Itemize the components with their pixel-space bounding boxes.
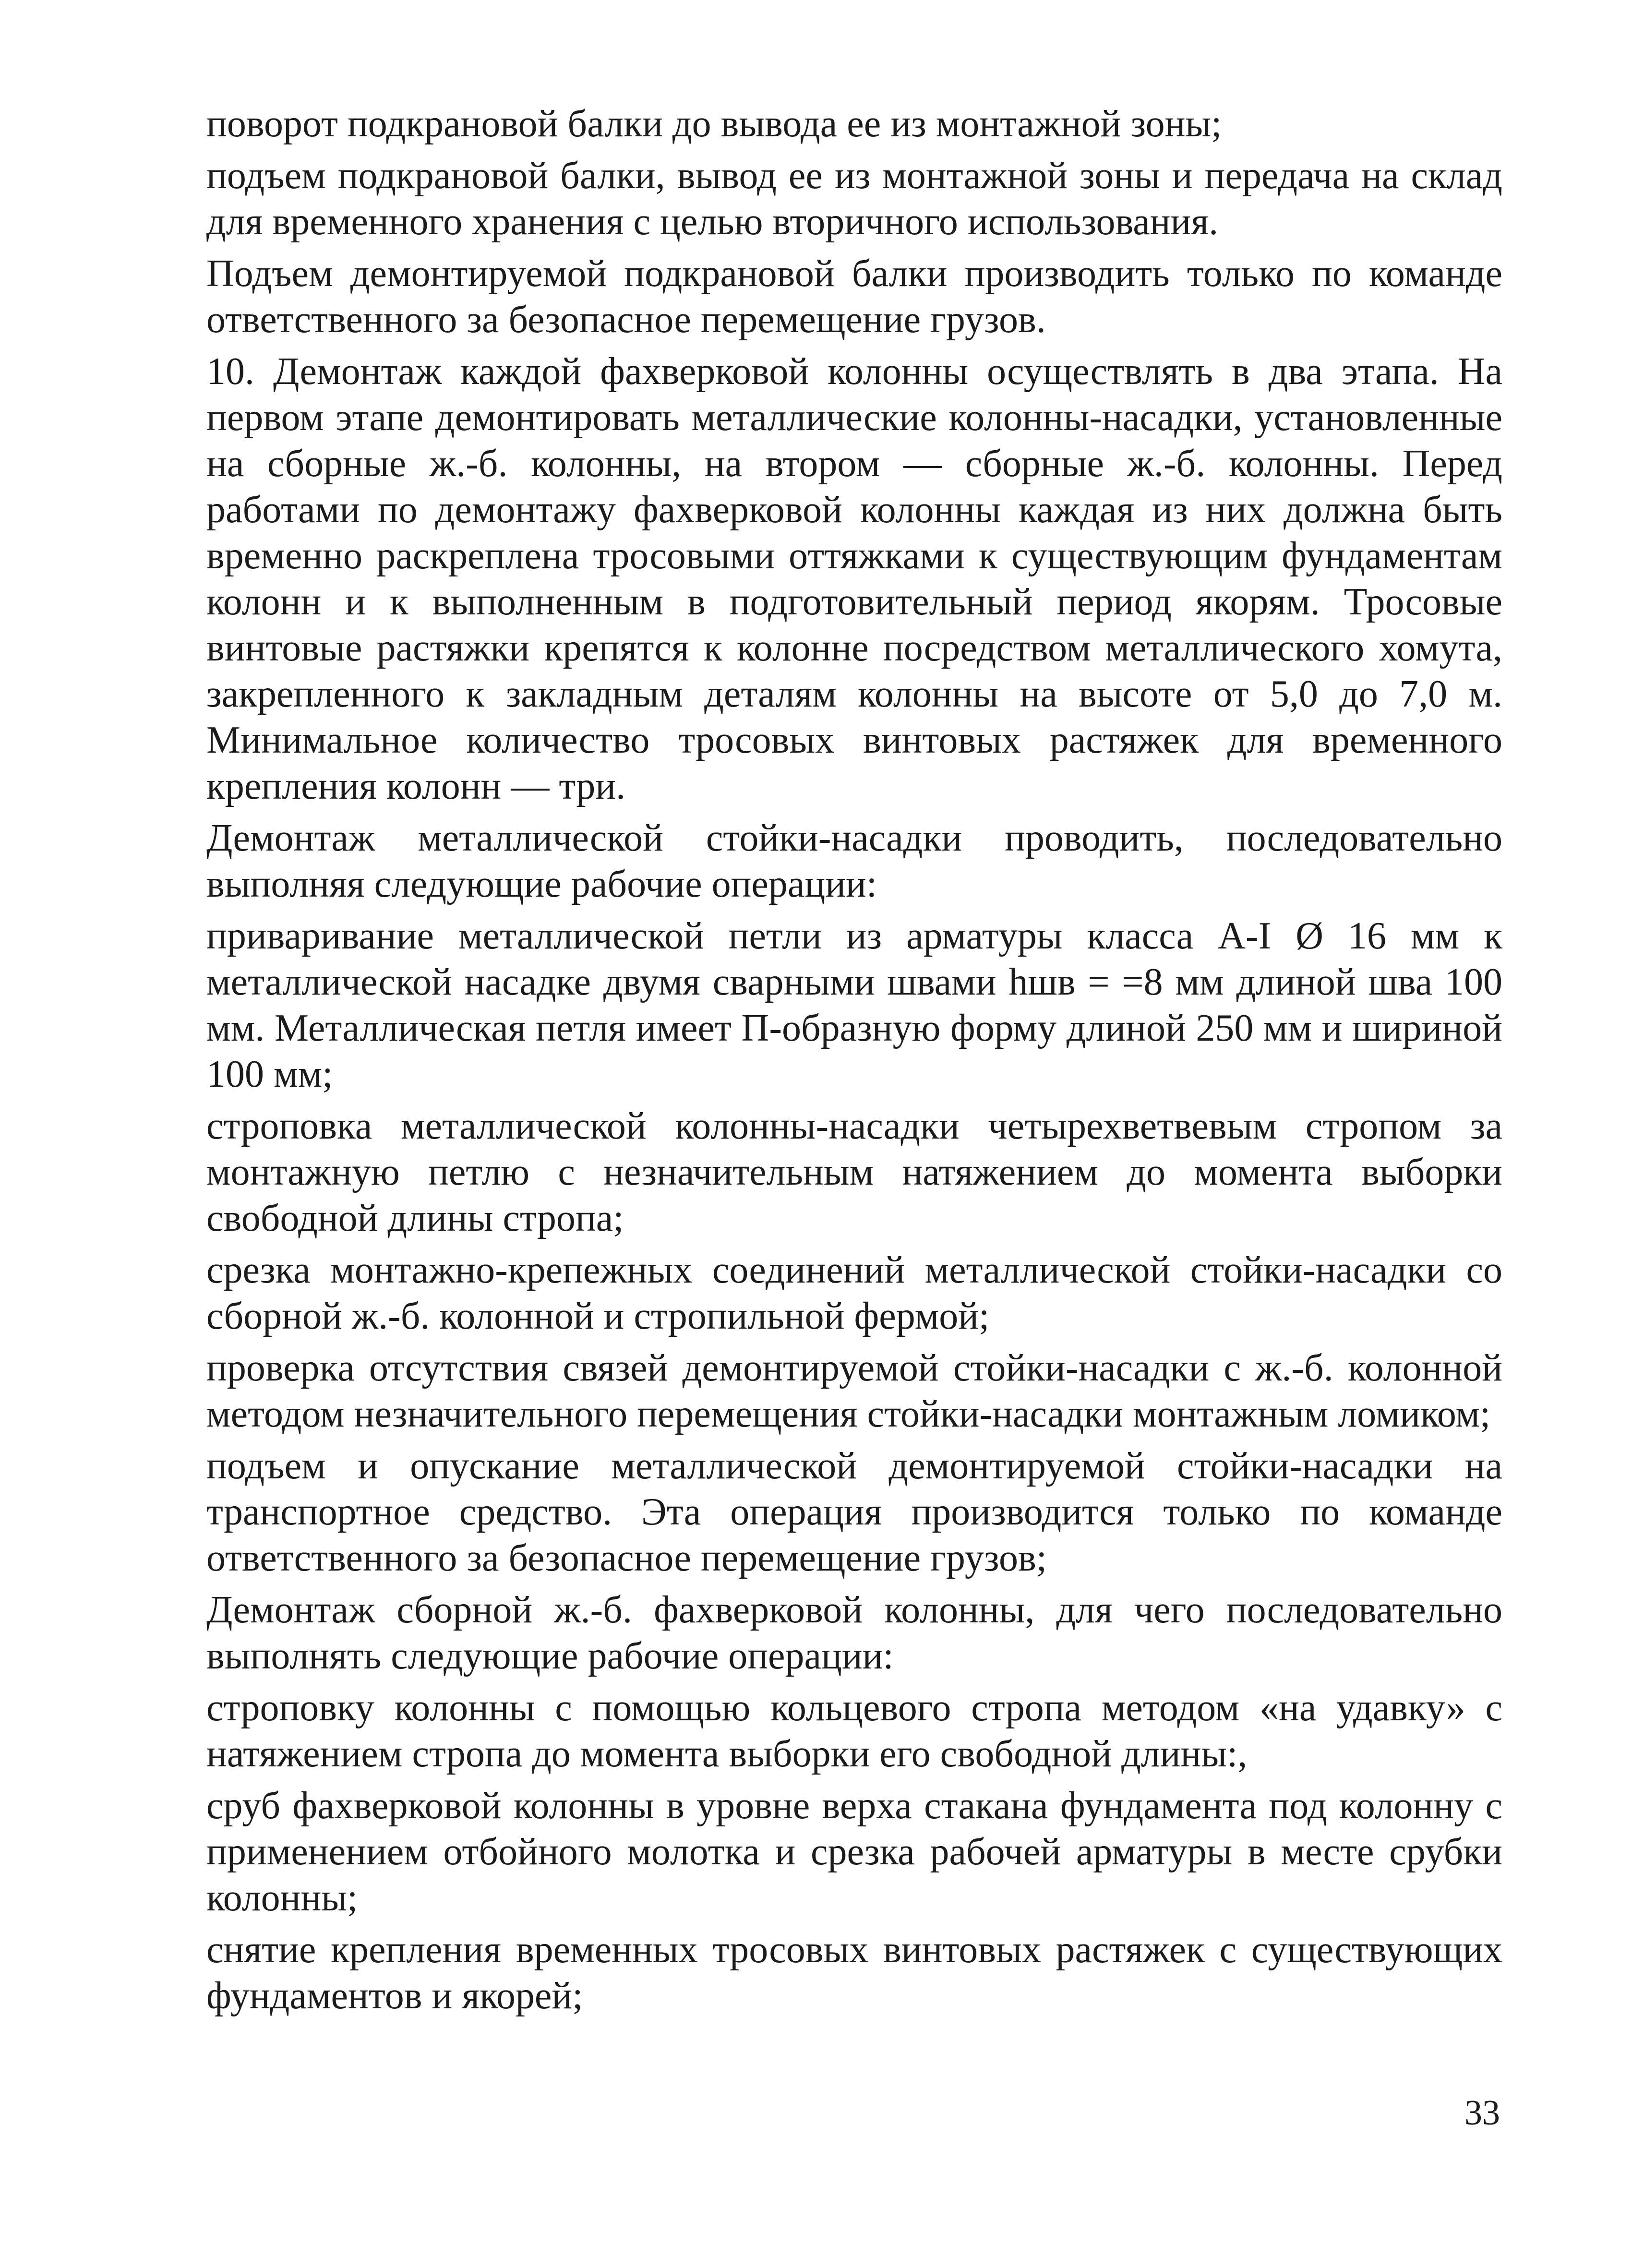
paragraph-6: приваривание металлической петли из арматуры класса А-I Ø 16 мм к металлической насадке двумя сварными швами hшв = =8 мм длиной шва 100 мм. Металлическая петля имеет П-образную форму длиной 250 мм и шириной 100 мм;	[206, 915, 1502, 1095]
paragraph-11: Демонтаж сборной ж.-б. фахверковой колонны, для чего последовательно выполнять следующие рабочие операции:	[206, 1589, 1502, 1677]
paragraph-7: строповка металлической колонны-насадки четырехветвевым стропом за монтажную петлю с незначительным натяжением до момента выборки свободной длины стропа;	[206, 1105, 1502, 1239]
paragraph-10: подъем и опускание металлической демонтируемой стойки-насадки на транспортное средство. Эта операция производится только по команде ответственного за безопасное перемещение грузов;	[206, 1445, 1502, 1579]
paragraph-13: сруб фахверковой колонны в уровне верха стакана фундамента под колонну с применением отбойного молотка и срезка рабочей арматуры в месте срубки колонны;	[206, 1785, 1502, 1919]
paragraph-8: срезка монтажно-крепежных соединений металлической стойки-насадки со сборной ж.-б. колонной и стропильной фермой;	[206, 1249, 1502, 1337]
paragraph-9: проверка отсутствия связей демонтируемой стойки-насадки с ж.-б. колонной методом незначительного перемещения стойки-насадки монтажным ломиком;	[206, 1347, 1502, 1435]
document-body	[206, 101, 1502, 2025]
paragraph-1: поворот подкрановой балки до вывода ее из монтажной зоны;	[206, 103, 1222, 145]
paragraph-2: подъем подкрановой балки, вывод ее из монтажной зоны и передача на склад для временного хранения с целью вторичного использования.	[206, 155, 1502, 243]
page-number: 33	[1464, 2093, 1500, 2133]
paragraph-3: Подъем демонтируемой подкрановой балки производить только по команде ответственного за безопасное перемещение грузов.	[206, 252, 1502, 341]
paragraph-5: Демонтаж металлической стойки-насадки проводить, последовательно выполняя следующие рабочие операции:	[206, 817, 1502, 905]
paragraph-4: 10. Демонтаж каждой фахверковой колонны осуществлять в два этапа. На первом этапе демонтировать металлические колонны-насадки, установленные на сборные ж.-б. колонны, на втором — сборные ж.-б. колонны. Перед работами по демонтажу фахверковой колонны каждая из них должна быть временно раскреплена тросовыми оттяжками к существующим фундаментам колонн и к выполненным в подготовительный период якорям. Тросовые винтовые растяжки крепятся к колонне посредством металлического хомута, закрепленного к закладным деталям колонны на высоте от 5,0 до 7,0 м. Минимальное количество тросовых винтовых растяжек для временного крепления колонн — три.	[206, 350, 1502, 807]
paragraph-12: строповку колонны с помощью кольцевого стропа методом «на удавку» с натяжением стропа до момента выборки его свободной длины:,	[206, 1687, 1502, 1775]
paragraph-14: снятие крепления временных тросовых винтовых растяжек с существующих фундаментов и якорей;	[206, 1929, 1502, 2017]
